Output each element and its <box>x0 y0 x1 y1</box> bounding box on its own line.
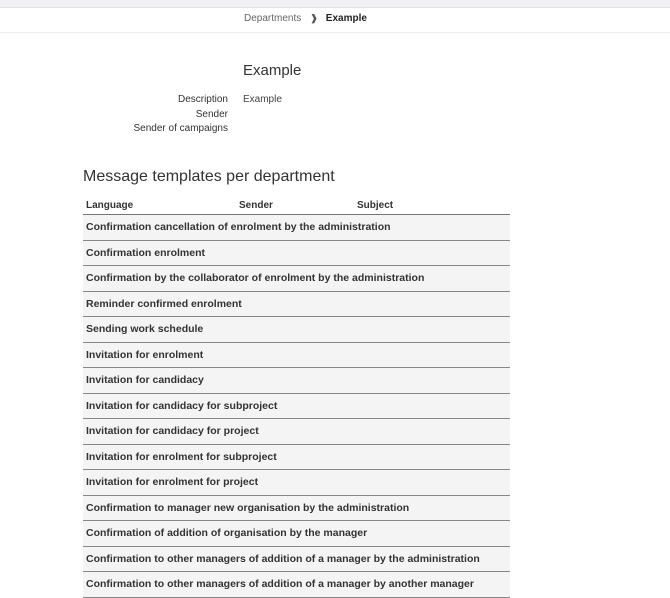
table-row[interactable]: Sending work schedule <box>83 317 510 343</box>
breadcrumb-current: Example <box>325 13 367 24</box>
page-title: Example <box>243 62 302 79</box>
table-row[interactable]: Confirmation enrolment <box>83 241 510 267</box>
table-row[interactable]: Invitation for enrolment for subproject <box>83 445 510 471</box>
table-header <box>83 196 510 215</box>
table-row[interactable]: Confirmation to manager new organisation by the administration <box>83 496 510 522</box>
table-row[interactable]: Invitation for candidacy for subproject <box>83 394 510 420</box>
property-label: Sender <box>195 108 228 120</box>
property-label: Sender of campaigns <box>133 123 228 134</box>
property-row <box>80 93 282 108</box>
table-row[interactable]: Confirmation to other managers of addition of a manager by the administration <box>83 547 510 573</box>
table-body <box>83 215 510 598</box>
property-row <box>80 122 282 137</box>
table-row[interactable]: Invitation for enrolment for project <box>83 470 510 496</box>
breadcrumb <box>244 13 367 24</box>
top-band <box>0 0 670 8</box>
table-row[interactable]: Confirmation of addition of organisation by the manager <box>83 521 510 547</box>
department-properties <box>80 93 282 137</box>
table-row[interactable]: Invitation for enrolment <box>83 343 510 369</box>
section-heading: Message templates per department <box>83 168 335 185</box>
table-row[interactable]: Confirmation by the collaborator of enrolment by the administration <box>83 266 510 292</box>
table-row[interactable]: Invitation for candidacy <box>83 368 510 394</box>
table-row[interactable]: Invitation for candidacy for project <box>83 419 510 445</box>
column-header-subject[interactable]: Subject <box>357 199 394 211</box>
property-value: Example <box>243 94 282 105</box>
breadcrumb-departments-link[interactable]: Departments <box>244 13 302 24</box>
column-header-sender[interactable]: Sender <box>239 199 273 211</box>
column-header-language[interactable]: Language <box>86 199 134 211</box>
property-row <box>80 108 282 123</box>
breadcrumb-bar <box>0 8 670 33</box>
chevron-right-icon: ❱ <box>310 13 318 23</box>
table-row[interactable]: Reminder confirmed enrolment <box>83 292 510 318</box>
table-row[interactable]: Confirmation to other managers of addition of a manager by another manager <box>83 572 510 598</box>
templates-table <box>83 196 510 598</box>
table-row[interactable]: Confirmation cancellation of enrolment by the administration <box>83 215 510 241</box>
property-label: Description <box>177 94 228 105</box>
